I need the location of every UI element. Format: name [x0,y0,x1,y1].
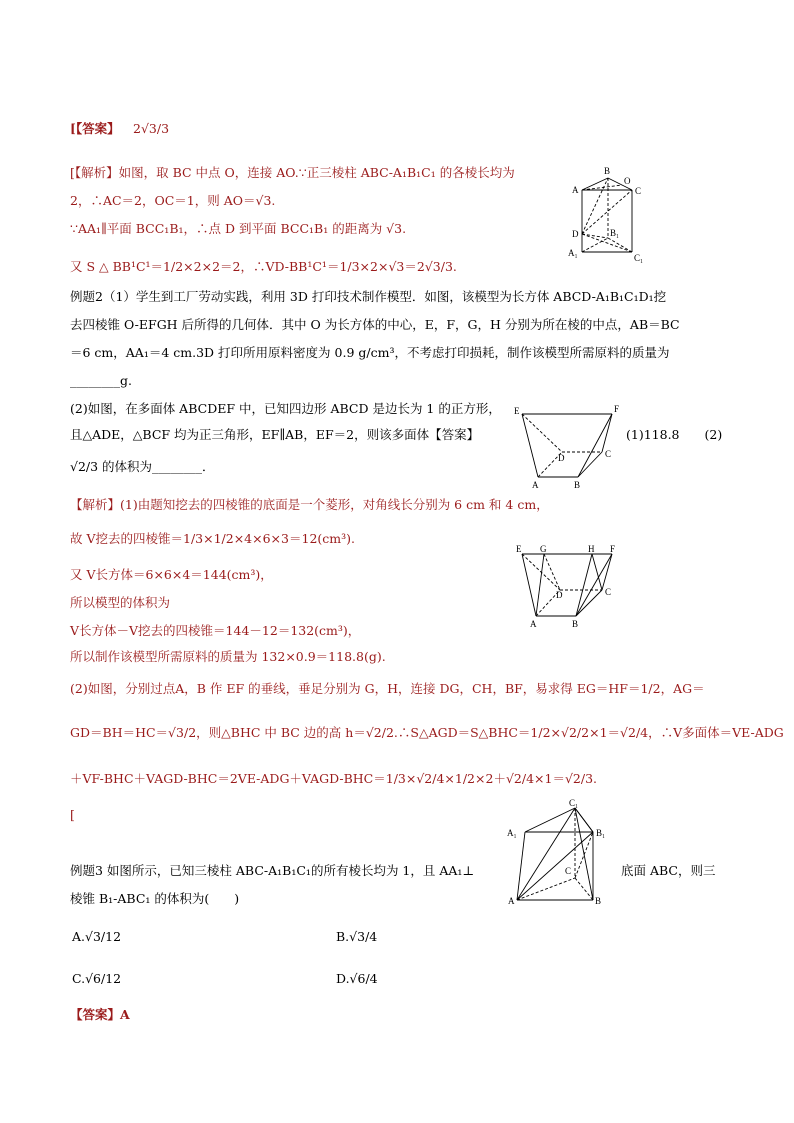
fig4-label-C: C [565,866,572,876]
solution1-line3: ∵AA₁∥平面 BCC₁B₁，∴点 D 到平面 BCC₁B₁ 的距离为 √3. [70,221,407,236]
example2-answer: (1)118.8 (2) [626,427,723,442]
fig1-label-A: A [572,185,579,195]
option-b: B.√3/4 [336,929,378,944]
fig1-label-A1: A₁ [568,248,578,258]
fig2-label-D: D [558,453,565,463]
example2-line2: 去四棱锥 O-EFGH 后所得的几何体．其中 O 为长方体的中心，E，F，G，H 分别为所在棱的中点，AB＝BC [70,317,680,332]
fig3-label-A: A [530,619,537,629]
prism-figure-4 [505,796,615,908]
solution1-line1: [【解析】如图，取 BC 中点 O，连接 AO.∵正三棱柱 ABC-A₁B₁C₁ 的各棱长均为 [70,165,515,180]
fig2-label-C: C [605,449,612,459]
example2-line1: 例题2（1）学生到工厂劳动实践，利用 3D 打印技术制作模型．如图，该模型为长方体 ABCD-A₁B₁C₁D₁挖 [70,289,667,304]
fig1-label-B1: B₁ [610,228,620,238]
example2-line5: (2)如图，在多面体 ABCDEF 中，已知四边形 ABCD 是边长为 1 的正方形， [70,401,501,416]
solution2-line7: (2)如图，分别过点A，B 作 EF 的垂线，垂足分别为 G，H，连接 DG，CH，BF，易求得 EG＝HF＝1/2，AG＝ [70,681,705,696]
fig2-label-F: F [614,404,620,414]
solution2-line10: [ [70,807,75,822]
fig1-label-D: D [572,229,579,239]
answer-value-1: 2√3/3 [133,121,170,136]
example2-line4: ________g. [70,373,132,388]
example2-line6: 且△ADE，△BCF 均为正三角形，EF∥AB，EF＝2，则该多面体【答案】 [70,427,480,442]
fig2-label-E: E [514,406,520,416]
example3-line2: 棱锥 B₁-ABC₁ 的体积为( ) [70,891,240,906]
solution2-line8: GD＝BH＝HC＝√3/2，则△BHC 中 BC 边的高 h＝√2/2.∴S△AGD＝S△BHC＝1/2×√2/2×1＝√2/4，∴V多面体＝VE-ADG [70,725,784,740]
fig3-label-F: F [610,544,616,554]
solution2-line5: V长方体－V挖去的四棱锥＝144－12＝132(cm³)， [70,623,361,638]
solution2-line2: 故 V挖去的四棱锥＝1/3×1/2×4×6×3＝12(cm³). [70,531,355,546]
solution1-line4: 又 S △ BB¹C¹＝1/2×2×2＝2，∴VD-BB¹C¹＝1/3×2×√3＝2√3/3. [70,259,457,274]
fig1-label-C1: C₁ [634,253,644,263]
fig2-label-A: A [532,480,539,490]
example3-line1b: 底面 ABC，则三 [621,863,716,878]
example2-line3: ＝6 cm，AA₁＝4 cm.3D 打印所用原料密度为 0.9 g/cm³，不考虑打印损耗，制作该模型所需原料的质量为 [70,345,670,360]
solution2-line1: 【解析】(1)由题知挖去的四棱锥的底面是一个菱形，对角线长分别为 6 cm 和 4 cm， [70,497,549,512]
fig1-label-B: B [604,166,611,176]
fig1-label-C: C [635,186,642,196]
option-a: A.√3/12 [72,929,122,944]
solution1-line2: 2，∴AC＝2，OC＝1，则 AO＝√3. [70,193,276,208]
fig4-label-A: A [508,896,515,906]
fig3-label-G: G [540,544,547,554]
option-d: D.√6/4 [336,971,378,986]
prism-figure-1 [560,160,660,270]
fig4-label-C1: C₁ [569,798,579,808]
fig1-label-O: O [624,176,631,186]
solution2-line3: 又 V长方体＝6×6×4＝144(cm³)， [70,567,273,582]
fig3-label-H: H [588,544,595,554]
solution2-line6: 所以制作该模型所需原料的质量为 132×0.9＝118.8(g). [70,649,386,664]
polyhedron-figure-2 [510,402,630,492]
fig3-label-D: D [556,590,563,600]
example3-line1a: 例题3 如图所示，已知三棱柱 ABC-A₁B₁C₁的所有棱长均为 1，且 AA₁⊥ [70,863,475,878]
fig3-label-E: E [516,544,522,554]
polyhedron-figure-3 [510,540,630,630]
solution2-line9: ＋VF-BHC＋VAGD-BHC＝2VE-ADG＋VAGD-BHC＝1/3×√2/4×1/2×2＋√2/4×1＝√2/3. [70,771,598,786]
option-c: C.√6/12 [72,971,122,986]
example3-answer: 【答案】A [70,1007,130,1022]
fig4-label-B: B [595,896,602,906]
fig4-label-A1: A₁ [507,828,517,838]
solution2-line4: 所以模型的体积为 [70,595,171,610]
answer-label-1: [【答案】 [70,121,120,136]
example2-line7: √2/3 的体积为________． [70,459,215,474]
fig3-label-B: B [572,619,579,629]
fig4-label-B1: B₁ [596,828,606,838]
fig3-label-C: C [605,587,612,597]
fig2-label-B: B [574,480,581,490]
